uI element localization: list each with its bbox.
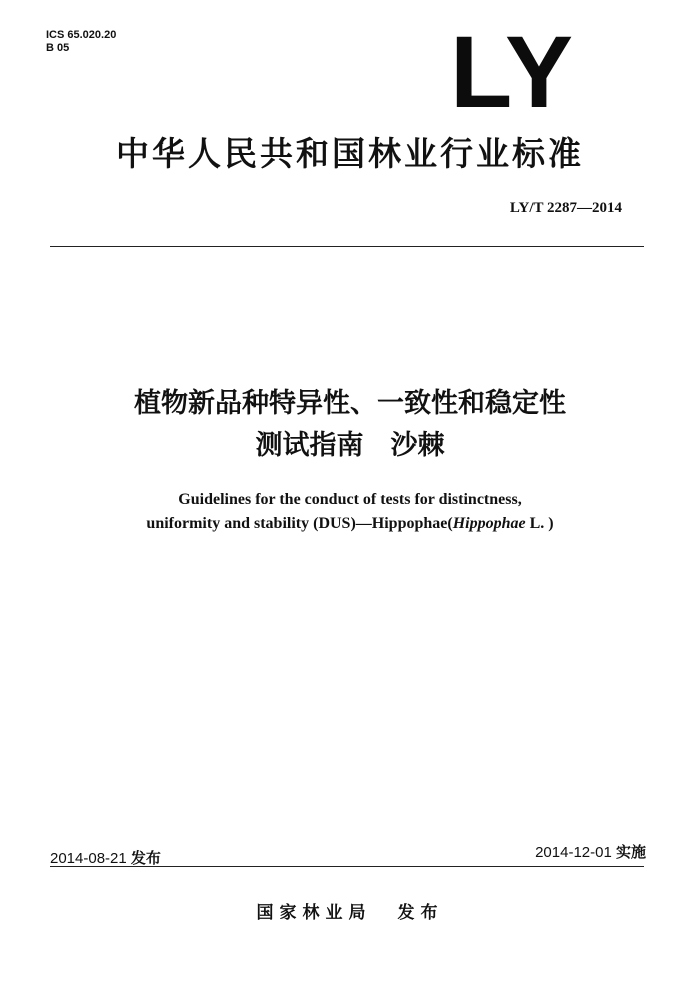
top-divider bbox=[50, 246, 644, 247]
standard-number: LY/T 2287—2014 bbox=[509, 200, 622, 216]
implementation-date-block bbox=[535, 841, 646, 862]
latin-name: Hippophae bbox=[452, 515, 526, 532]
implementation-label: 实施 bbox=[615, 843, 646, 861]
ccs-code: B 05 bbox=[46, 42, 70, 54]
publisher-name: 国家林业局 bbox=[256, 903, 372, 923]
ics-code: ICS 65.020.20 bbox=[46, 29, 117, 41]
organization-title: 中华人民共和国林业行业标准 bbox=[116, 134, 584, 173]
english-title-line-1: Guidelines for the conduct of tests for distinctness, bbox=[178, 491, 522, 508]
english-title-line-2 bbox=[0, 512, 700, 536]
issue-date: 2014-08-21 bbox=[50, 850, 127, 867]
chinese-title-line-1: 植物新品种特异性、一致性和稳定性 bbox=[134, 388, 566, 419]
english-title-line-2-suffix: L. ) bbox=[525, 515, 554, 532]
issue-date-block bbox=[50, 847, 161, 868]
ly-logo: LY bbox=[450, 15, 575, 129]
chinese-title-line-2: 测试指南 沙棘 bbox=[255, 430, 445, 461]
publisher-action: 发布 bbox=[397, 903, 444, 923]
classification-codes bbox=[46, 29, 116, 55]
issue-label: 发布 bbox=[130, 849, 161, 867]
english-title bbox=[0, 488, 700, 536]
bottom-divider bbox=[50, 866, 644, 867]
implementation-date: 2014-12-01 bbox=[535, 844, 612, 861]
english-title-line-2-prefix: uniformity and stability (DUS)—Hippophae( bbox=[146, 515, 453, 532]
publisher-line bbox=[0, 898, 700, 923]
chinese-title bbox=[0, 383, 700, 467]
